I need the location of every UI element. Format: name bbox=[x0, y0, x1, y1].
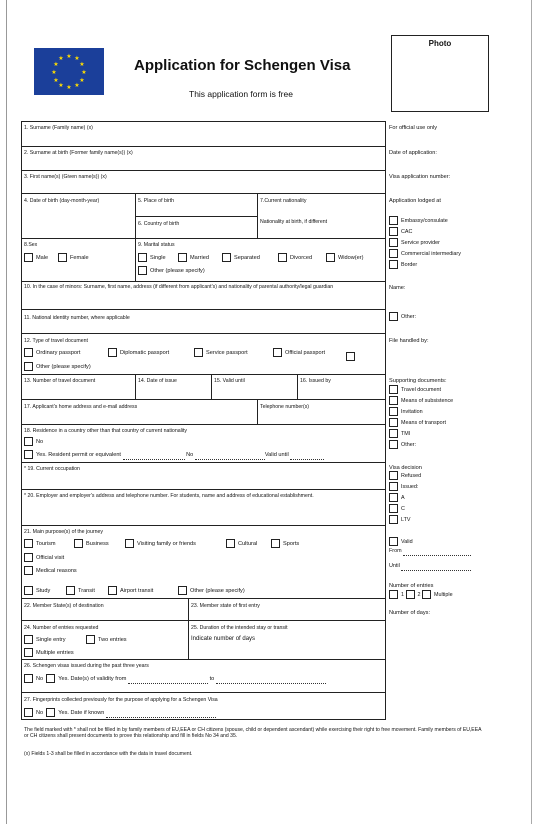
purpose-other-checkbox[interactable] bbox=[178, 586, 187, 595]
purpose-other-option[interactable]: Other (please specify) bbox=[178, 586, 245, 596]
lodged-service-option[interactable]: Service provider bbox=[389, 238, 440, 248]
lodged-embassy-checkbox[interactable] bbox=[389, 216, 398, 225]
purpose-medical-option[interactable]: Medical reasons bbox=[24, 566, 77, 576]
field-22-label: 22. Member State(s) of destination bbox=[24, 603, 104, 609]
marital-other-option[interactable]: Other (please specify) bbox=[138, 266, 205, 276]
passport-ordinary-checkbox[interactable] bbox=[24, 348, 33, 357]
purpose-business-checkbox[interactable] bbox=[74, 539, 83, 548]
field-18-label: 18. Residence in a country other than that country of current nationality bbox=[24, 428, 187, 434]
field-4-label: 4. Date of birth (day-month-year) bbox=[24, 198, 100, 204]
field-24-label: 24. Number of entries requested bbox=[24, 625, 99, 631]
field-12-label: 12. Type of travel document bbox=[24, 338, 88, 344]
lodged-cac-checkbox[interactable] bbox=[389, 227, 398, 236]
passport-service-checkbox[interactable] bbox=[194, 348, 203, 357]
field-8-label: 8.Sex bbox=[24, 242, 38, 248]
marital-married-checkbox[interactable] bbox=[178, 253, 187, 262]
entries-single-checkbox[interactable] bbox=[24, 635, 33, 644]
marital-married-option[interactable]: Married bbox=[178, 253, 209, 263]
supporting-invitation-checkbox[interactable] bbox=[389, 407, 398, 416]
residence-yes-checkbox[interactable] bbox=[24, 450, 33, 459]
supporting-means-checkbox[interactable] bbox=[389, 396, 398, 405]
passport-official-option[interactable]: Official passport bbox=[273, 348, 325, 358]
field-10-label: 10. In the case of minors: Surname, first name, address (if different from applicant's) and nationality of parental authority/legal guardian bbox=[24, 284, 334, 290]
svg-text:★: ★ bbox=[53, 61, 59, 68]
purpose-official-checkbox[interactable] bbox=[24, 553, 33, 562]
field-20-label: * 20. Employer and employer's address and telephone number. For students, name and address of educational establishment. bbox=[24, 493, 314, 499]
entries-1-checkbox[interactable] bbox=[389, 590, 398, 599]
official-entries-label: Number of entries bbox=[389, 583, 434, 589]
official-other-option[interactable]: Other: bbox=[389, 312, 416, 322]
purpose-sports-checkbox[interactable] bbox=[271, 539, 280, 548]
supporting-tmi-checkbox[interactable] bbox=[389, 429, 398, 438]
fingerprints-option[interactable]: No Yes. Date if known bbox=[24, 708, 216, 718]
purpose-transit-checkbox[interactable] bbox=[66, 586, 75, 595]
supporting-invitation-option[interactable]: Invitation bbox=[389, 407, 423, 417]
svg-text:★: ★ bbox=[51, 69, 57, 76]
svg-text:★: ★ bbox=[58, 82, 64, 89]
marital-divorced-option[interactable]: Divorced bbox=[278, 253, 312, 263]
field-26-label: 26. Schengen visas issued during the past three years bbox=[24, 663, 149, 669]
purpose-sports-option[interactable]: Sports bbox=[271, 539, 299, 549]
marital-separated-checkbox[interactable] bbox=[222, 253, 231, 262]
decision-valid-option[interactable]: Valid bbox=[389, 537, 413, 547]
official-supporting-label: Supporting documents: bbox=[389, 378, 447, 384]
lodged-border-checkbox[interactable] bbox=[389, 260, 398, 269]
field-27-label: 27. Fingerprints collected previously for the purpose of applying for a Schengen Visa bbox=[24, 697, 218, 703]
form-title: Application for Schengen Visa bbox=[134, 57, 351, 74]
field-15-label: 15. Valid until bbox=[214, 378, 245, 384]
official-lodged-label: Application lodged at bbox=[389, 198, 441, 204]
valid-until-field[interactable]: Until bbox=[389, 562, 471, 571]
purpose-visiting-checkbox[interactable] bbox=[125, 539, 134, 548]
field-13-label: 13. Number of travel document bbox=[24, 378, 96, 384]
official-other-checkbox[interactable] bbox=[389, 312, 398, 321]
supporting-means-option[interactable]: Means of subsistence bbox=[389, 396, 453, 406]
decision-a-checkbox[interactable] bbox=[389, 493, 398, 502]
field-17b-label: Telephone number(s) bbox=[260, 404, 310, 410]
marital-widow-checkbox[interactable] bbox=[326, 253, 335, 262]
svg-text:★: ★ bbox=[53, 77, 59, 84]
checkbox[interactable] bbox=[346, 352, 355, 361]
lodged-border-option[interactable]: Border bbox=[389, 260, 417, 270]
marital-separated-option[interactable]: Separated bbox=[222, 253, 260, 263]
field-2-label: 2. Surname at birth (Former family name(s)) (x) bbox=[24, 150, 133, 156]
supporting-transport-option[interactable]: Means of transport bbox=[389, 418, 446, 428]
valid-from-field[interactable]: From bbox=[389, 547, 471, 556]
purpose-airport-transit-option[interactable]: Airport transit bbox=[108, 586, 153, 596]
purpose-official-option[interactable]: Official visit bbox=[24, 553, 64, 563]
entries-multiple-option[interactable]: Multiple entries bbox=[24, 648, 74, 658]
supporting-travel-option[interactable]: Travel document bbox=[389, 385, 441, 395]
passport-official-extra-checkbox[interactable] bbox=[346, 348, 358, 366]
lodged-commercial-checkbox[interactable] bbox=[389, 249, 398, 258]
decision-ltv-option[interactable]: LTV bbox=[389, 515, 411, 525]
svg-text:★: ★ bbox=[74, 82, 80, 89]
svg-text:★: ★ bbox=[58, 55, 64, 62]
decision-valid-checkbox[interactable] bbox=[389, 537, 398, 546]
photo-label: Photo bbox=[428, 39, 452, 48]
marital-divorced-checkbox[interactable] bbox=[278, 253, 287, 262]
decision-refused-option[interactable]: Refused bbox=[389, 471, 421, 481]
field-6-label: 6. Country of birth bbox=[138, 221, 180, 227]
purpose-medical-checkbox[interactable] bbox=[24, 566, 33, 575]
entries-two-checkbox[interactable] bbox=[86, 635, 95, 644]
purpose-transit-option[interactable]: Transit bbox=[66, 586, 95, 596]
decision-ltv-checkbox[interactable] bbox=[389, 515, 398, 524]
lodged-embassy-option[interactable]: Embassy/consulate bbox=[389, 216, 448, 226]
decision-issued-checkbox[interactable] bbox=[389, 482, 398, 491]
photo-box[interactable] bbox=[391, 35, 489, 112]
svg-text:★: ★ bbox=[79, 77, 85, 84]
sex-male-option[interactable]: Male bbox=[24, 253, 48, 263]
footer-note-1: The field marked with * shall not be filled in by family members of EU,EEA or CH citizens (spouse, child or dependent ascendant) while exercising their right to free movement. Family members of EU,EEA or CH citizens shall present documents to prove this relationship and fill in fields No 34 and 35. bbox=[24, 727, 482, 740]
entries-two-option[interactable]: Two entries bbox=[86, 635, 127, 645]
svg-text:★: ★ bbox=[74, 55, 80, 62]
marital-single-checkbox[interactable] bbox=[138, 253, 147, 262]
passport-other-checkbox[interactable] bbox=[24, 362, 33, 371]
marital-widow-option[interactable]: Widow(er) bbox=[326, 253, 363, 263]
decision-a-option[interactable]: A bbox=[389, 493, 405, 503]
entries-2-checkbox[interactable] bbox=[406, 590, 415, 599]
official-use-heading: For official use only bbox=[389, 125, 438, 131]
schengen-yes-checkbox[interactable] bbox=[46, 674, 55, 683]
sex-male-checkbox[interactable] bbox=[24, 253, 33, 262]
purpose-business-option[interactable]: Business bbox=[74, 539, 109, 549]
marital-other-checkbox[interactable] bbox=[138, 266, 147, 275]
marital-single-option[interactable]: Single bbox=[138, 253, 166, 263]
field-25b-label: Indicate number of days bbox=[191, 636, 256, 642]
official-handled-label: File handled by: bbox=[389, 338, 429, 344]
lodged-service-checkbox[interactable] bbox=[389, 238, 398, 247]
eu-stars-icon bbox=[34, 48, 104, 95]
svg-text:★: ★ bbox=[79, 61, 85, 68]
decision-c-option[interactable]: C bbox=[389, 504, 405, 514]
residence-no-checkbox[interactable] bbox=[24, 437, 33, 446]
sex-female-option[interactable]: Female bbox=[58, 253, 89, 263]
purpose-tourism-checkbox[interactable] bbox=[24, 539, 33, 548]
lodged-cac-option[interactable]: CAC bbox=[389, 227, 412, 237]
schengen-no-checkbox[interactable] bbox=[24, 674, 33, 683]
official-decision-label: Visa decision bbox=[389, 465, 422, 471]
supporting-other-checkbox[interactable] bbox=[389, 440, 398, 449]
field-21-label: 21. Main purpose(s) of the journey bbox=[24, 529, 104, 535]
purpose-study-option[interactable]: Study bbox=[24, 586, 50, 596]
decision-issued-option[interactable]: Issued: bbox=[389, 482, 418, 492]
entries-official-options[interactable]: 1 2 Multiple bbox=[389, 590, 453, 600]
field-17-label: 17. Applicant's home address and e-mail address bbox=[24, 404, 138, 410]
field-11-label: 11. National identity number, where applicable bbox=[24, 315, 130, 321]
official-name-label: Name: bbox=[389, 285, 406, 291]
entries-single-option[interactable]: Single entry bbox=[24, 635, 66, 645]
supporting-transport-checkbox[interactable] bbox=[389, 418, 398, 427]
field-5-label: 5. Place of birth bbox=[138, 198, 175, 204]
passport-diplomatic-option[interactable]: Diplomatic passport bbox=[108, 348, 169, 358]
passport-official-checkbox[interactable] bbox=[273, 348, 282, 357]
purpose-cultural-option[interactable]: Cultural bbox=[226, 539, 257, 549]
field-23-label: 23. Member state of first entry bbox=[191, 603, 260, 609]
purpose-tourism-option[interactable]: Tourism bbox=[24, 539, 56, 549]
svg-text:★: ★ bbox=[81, 69, 87, 76]
purpose-study-checkbox[interactable] bbox=[24, 586, 33, 595]
field-1-label: 1. Surname (Family name) (x) bbox=[24, 125, 93, 131]
page-left-edge bbox=[6, 0, 7, 824]
sex-female-checkbox[interactable] bbox=[58, 253, 67, 262]
official-number-label: Visa application number: bbox=[389, 174, 451, 180]
purpose-airport-transit-checkbox[interactable] bbox=[108, 586, 117, 595]
field-16-label: 16. Issued by bbox=[300, 378, 331, 384]
supporting-travel-checkbox[interactable] bbox=[389, 385, 398, 394]
schengen-visas-option[interactable]: No Yes. Date(s) of validity from to bbox=[24, 674, 326, 684]
form-subtitle: This application form is free bbox=[189, 89, 293, 99]
entries-multiple-official-checkbox[interactable] bbox=[422, 590, 431, 599]
field-19-label: * 19. Current occupation bbox=[24, 466, 80, 472]
fingerprints-no-checkbox[interactable] bbox=[24, 708, 33, 717]
residence-yes-option[interactable]: Yes. Resident permit or equivalent No Valid until bbox=[24, 450, 324, 460]
purpose-cultural-checkbox[interactable] bbox=[226, 539, 235, 548]
official-date-label: Date of application: bbox=[389, 150, 437, 156]
page-right-edge bbox=[531, 0, 532, 824]
fingerprints-yes-checkbox[interactable] bbox=[46, 708, 55, 717]
supporting-other-option[interactable]: Other: bbox=[389, 440, 416, 450]
footer-note-2: (x) Fields 1-3 shall be filled in accordance with the data in travel document. bbox=[24, 751, 193, 757]
eu-flag bbox=[34, 48, 104, 95]
lodged-commercial-option[interactable]: Commercial intermediary bbox=[389, 249, 461, 259]
purpose-visiting-option[interactable]: Visiting family or friends bbox=[125, 539, 196, 549]
passport-other-option[interactable]: Other (please specify) bbox=[24, 362, 91, 372]
passport-diplomatic-checkbox[interactable] bbox=[108, 348, 117, 357]
svg-text:★: ★ bbox=[66, 84, 72, 91]
field-7b-label: Nationality at birth, if different bbox=[260, 219, 328, 225]
passport-service-option[interactable]: Service passport bbox=[194, 348, 248, 358]
field-14-label: 14. Date of issue bbox=[138, 378, 177, 384]
entries-multiple-checkbox[interactable] bbox=[24, 648, 33, 657]
passport-ordinary-option[interactable]: Ordinary passport bbox=[24, 348, 80, 358]
decision-refused-checkbox[interactable] bbox=[389, 471, 398, 480]
field-25-label: 25. Duration of the intended stay or transit bbox=[191, 625, 288, 631]
field-7-label: 7.Current nationality bbox=[260, 198, 307, 204]
supporting-tmi-option[interactable]: TMI bbox=[389, 429, 410, 439]
svg-text:★: ★ bbox=[66, 53, 72, 60]
residence-no-option[interactable]: No bbox=[24, 437, 43, 447]
field-9-label: 9. Marital status bbox=[138, 242, 175, 248]
field-3-label: 3. First name(s) (Given name(s)) (x) bbox=[24, 174, 107, 180]
official-days-label: Number of days: bbox=[389, 610, 431, 616]
decision-c-checkbox[interactable] bbox=[389, 504, 398, 513]
